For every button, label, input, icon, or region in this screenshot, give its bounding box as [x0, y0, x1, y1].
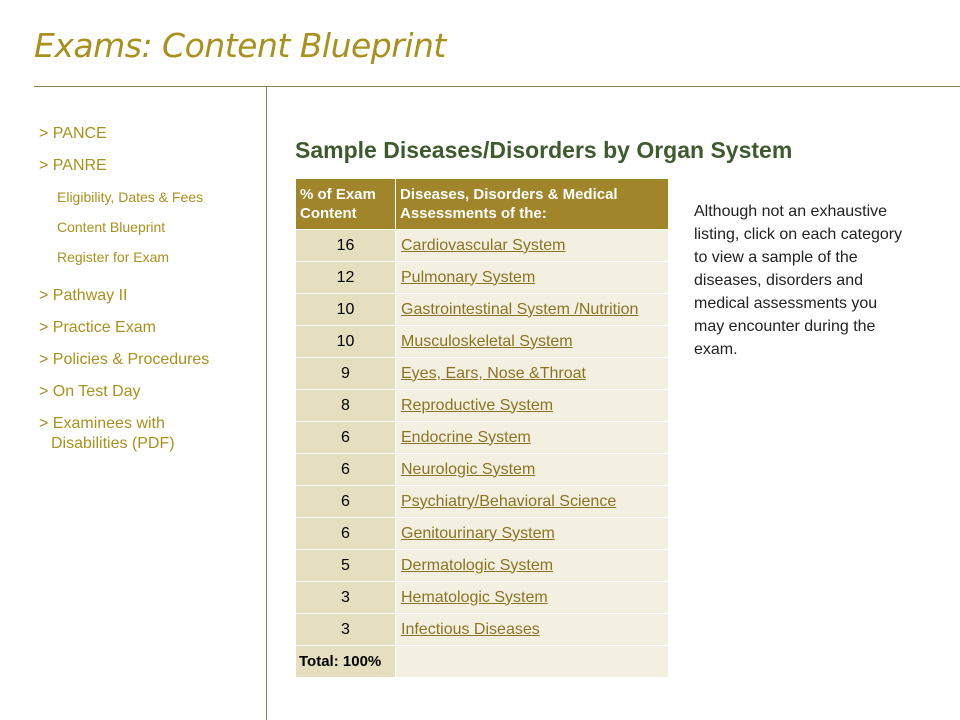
- percent-cell: 3: [296, 614, 395, 645]
- system-link-neurologic[interactable]: Neurologic System: [401, 460, 536, 478]
- percent-cell: 6: [296, 486, 395, 517]
- percent-cell: 6: [296, 454, 395, 485]
- sidebar-subitem-content-blueprint[interactable]: Content Blueprint: [57, 219, 166, 235]
- total-cell: Total: 100%: [296, 646, 395, 677]
- instruction-note: Although not an exhaustive listing, click on each category to view a sample of the diseases, disorders and medical assessments you may encounter during the exam.: [694, 203, 903, 358]
- sidebar-item-policies[interactable]: > Policies & Procedures: [39, 351, 210, 368]
- sidebar-item-pance[interactable]: > PANCE: [39, 125, 107, 142]
- col-header-percent: % of Exam Content: [296, 179, 395, 229]
- system-link-genitourinary[interactable]: Genitourinary System: [401, 524, 555, 542]
- page-title: Exams: Content Blueprint: [34, 26, 446, 65]
- sidebar-divider: [266, 86, 267, 720]
- table-row: [296, 390, 668, 421]
- sidebar-item-panre[interactable]: > PANRE: [39, 157, 107, 174]
- table-total-row: [296, 646, 668, 677]
- table-row: [296, 262, 668, 293]
- title-divider: [34, 86, 960, 87]
- sidebar-item-test-day[interactable]: > On Test Day: [39, 383, 141, 400]
- system-link-cardiovascular[interactable]: Cardiovascular System: [401, 236, 566, 254]
- system-link-reproductive[interactable]: Reproductive System: [401, 396, 554, 414]
- system-link-pulmonary[interactable]: Pulmonary System: [401, 268, 536, 286]
- table-row: [296, 486, 668, 517]
- table-row: [296, 230, 668, 261]
- blueprint-table: [295, 178, 669, 678]
- percent-cell: 6: [296, 518, 395, 549]
- table-row: [296, 614, 668, 645]
- system-link-endocrine[interactable]: Endocrine System: [401, 428, 531, 446]
- table-row: [296, 358, 668, 389]
- system-link-psychiatry[interactable]: Psychiatry/Behavioral Science: [401, 492, 617, 510]
- percent-cell: 5: [296, 550, 395, 581]
- sidebar-item-disabilities[interactable]: > Examinees with Disabilities (PDF): [39, 415, 175, 452]
- table-row: [296, 550, 668, 581]
- percent-cell: 3: [296, 582, 395, 613]
- table-row: [296, 422, 668, 453]
- section-heading: Sample Diseases/Disorders by Organ System: [295, 137, 793, 164]
- system-link-dermatologic[interactable]: Dermatologic System: [401, 556, 554, 574]
- sidebar-subitem-eligibility[interactable]: Eligibility, Dates & Fees: [57, 189, 204, 205]
- sidebar-nav: [39, 120, 264, 454]
- sidebar-item-pathway-ii[interactable]: > Pathway II: [39, 287, 128, 304]
- col-header-systems: Diseases, Disorders & Medical Assessments of the:: [396, 179, 668, 229]
- system-link-hematologic[interactable]: Hematologic System: [401, 588, 548, 606]
- table-row: [296, 518, 668, 549]
- percent-cell: 10: [296, 326, 395, 357]
- table-row: [296, 294, 668, 325]
- table-row: [296, 326, 668, 357]
- percent-cell: 16: [296, 230, 395, 261]
- percent-cell: 6: [296, 422, 395, 453]
- percent-cell: 10: [296, 294, 395, 325]
- percent-cell: 12: [296, 262, 395, 293]
- system-link-eent[interactable]: Eyes, Ears, Nose &Throat: [401, 364, 586, 382]
- system-link-infectious[interactable]: Infectious Diseases: [401, 620, 540, 638]
- table-row: [296, 454, 668, 485]
- percent-cell: 9: [296, 358, 395, 389]
- table-row: [296, 582, 668, 613]
- percent-cell: 8: [296, 390, 395, 421]
- sidebar-subitem-register[interactable]: Register for Exam: [57, 249, 170, 265]
- table-header-row: [296, 179, 668, 229]
- total-empty-cell: [396, 646, 668, 677]
- system-link-gastrointestinal[interactable]: Gastrointestinal System /Nutrition: [401, 300, 639, 318]
- sidebar-item-practice-exam[interactable]: > Practice Exam: [39, 319, 156, 336]
- system-link-musculoskeletal[interactable]: Musculoskeletal System: [401, 332, 573, 350]
